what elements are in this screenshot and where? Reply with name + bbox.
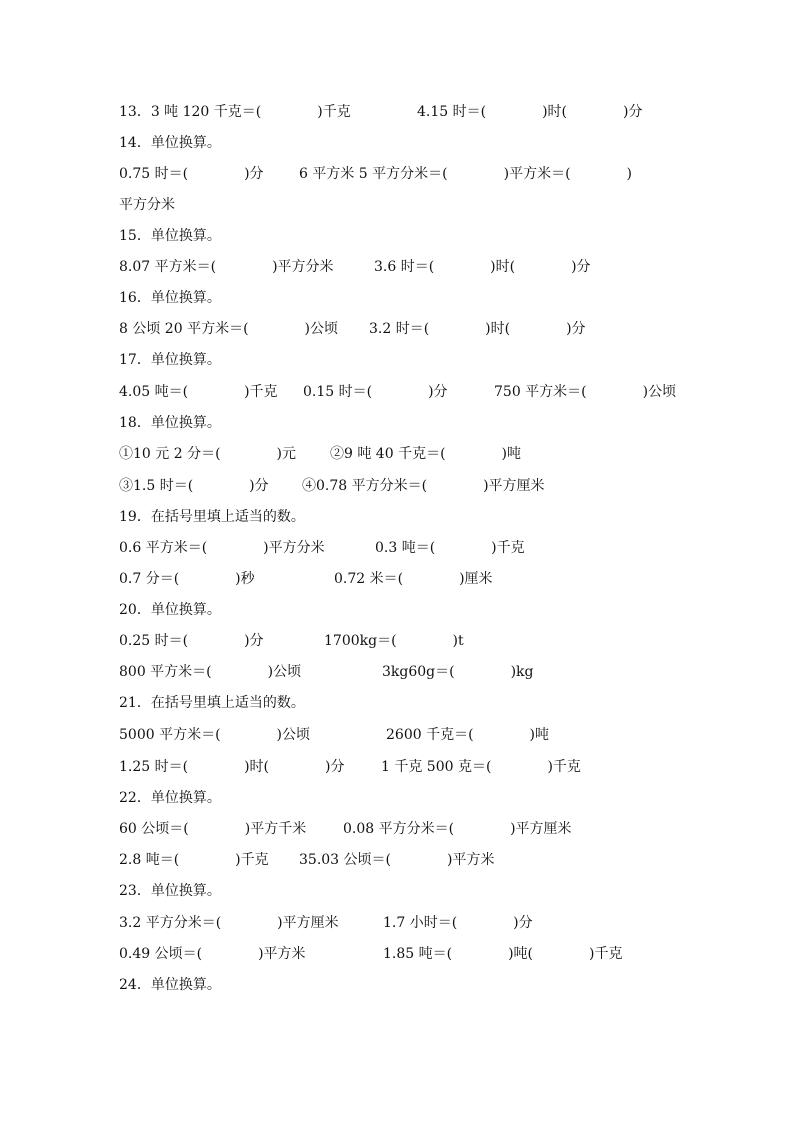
question-23-row-2	[119, 943, 623, 965]
problem-text: 3.2 时＝( )时( )分	[369, 321, 586, 337]
problem-text: 0.75 时＝( )分	[119, 166, 264, 182]
problem-text: 8.07 平方米＝( )平方分米	[119, 259, 334, 275]
question-19-heading	[119, 506, 305, 528]
problem-text: 35.03 公顷＝( )平方米	[299, 852, 495, 868]
problem-text: 平方分米	[119, 197, 175, 213]
question-18-heading	[119, 412, 221, 434]
problem-text: 60 公顷＝( )平方千米	[119, 821, 307, 837]
question-18-row-2	[119, 475, 545, 497]
problem-text: ②9 吨 40 千克＝( )吨	[330, 446, 521, 462]
problem-text: 4.05 吨＝( )千克	[119, 384, 278, 400]
question-heading: 23．单位换算。	[119, 883, 221, 899]
question-23-heading	[119, 880, 221, 902]
question-21-heading	[119, 692, 305, 714]
question-13	[119, 101, 643, 123]
question-16-row	[119, 318, 586, 340]
problem-text: 3kg60g＝( )kg	[382, 664, 534, 680]
problem-text: 0.6 平方米＝( )平方分米	[119, 540, 325, 556]
question-heading: 20．单位换算。	[119, 602, 221, 618]
problem-text: 3.6 时＝( )时( )分	[374, 259, 591, 275]
question-14-heading	[119, 132, 221, 154]
question-22-row-2	[119, 849, 495, 871]
problem-text: 750 平方米＝( )公顷	[494, 384, 677, 400]
problem-text: 2600 千克＝( )吨	[386, 727, 550, 743]
question-heading: 17．单位换算。	[119, 352, 221, 368]
question-21-row-1	[119, 724, 550, 746]
problem-text: 0.7 分＝( )秒	[119, 571, 255, 587]
question-heading: 24．单位换算。	[119, 977, 221, 993]
question-heading: 19．在括号里填上适当的数。	[119, 509, 305, 525]
problem-text: ①10 元 2 分＝( )元	[119, 446, 296, 462]
question-15-row	[119, 256, 591, 278]
question-heading: 14．单位换算。	[119, 135, 221, 151]
question-20-row-1	[119, 630, 464, 652]
question-21-row-2	[119, 756, 581, 778]
question-14-row-2	[119, 194, 175, 216]
problem-text: 0.15 时＝( )分	[303, 384, 448, 400]
question-19-row-1	[119, 537, 525, 559]
question-17-row	[119, 381, 677, 403]
question-heading: 21．在括号里填上适当的数。	[119, 695, 305, 711]
question-17-heading	[119, 349, 221, 371]
problem-text: 5000 平方米＝( )公顷	[119, 727, 311, 743]
question-heading: 22．单位换算。	[119, 790, 221, 806]
question-19-row-2	[119, 568, 493, 590]
problem-text: 2.8 吨＝( )千克	[119, 852, 269, 868]
question-23-row-1	[119, 912, 533, 934]
problem-text: 6 平方米 5 平方分米＝( )平方米＝( )	[299, 166, 633, 182]
question-heading: 15．单位换算。	[119, 228, 221, 244]
problem-text: 0.72 米＝( )厘米	[334, 571, 493, 587]
problem-text: 0.25 时＝( )分	[119, 633, 264, 649]
question-20-row-2	[119, 661, 534, 683]
question-22-row-1	[119, 818, 572, 840]
problem-text: ③1.5 时＝( )分	[119, 478, 269, 494]
problem-text: 1 千克 500 克＝( )千克	[381, 759, 581, 775]
problem-text: 13．3 吨 120 千克＝( )千克	[119, 104, 351, 120]
problem-text: 0.3 吨＝( )千克	[375, 540, 525, 556]
problem-text: 800 平方米＝( )公顷	[119, 664, 302, 680]
problem-text: 1.25 时＝( )时( )分	[119, 759, 345, 775]
problem-text: 0.08 平方分米＝( )平方厘米	[343, 821, 572, 837]
question-16-heading	[119, 287, 221, 309]
problem-text: ④0.78 平方分米＝( )平方厘米	[302, 478, 545, 494]
problem-text: 8 公顷 20 平方米＝( )公顷	[119, 321, 338, 337]
question-22-heading	[119, 787, 221, 809]
question-heading: 18．单位换算。	[119, 415, 221, 431]
problem-text: 3.2 平方分米＝( )平方厘米	[119, 915, 339, 931]
problem-text: 1.85 吨＝( )吨( )千克	[383, 946, 623, 962]
problem-text: 0.49 公顷＝( )平方米	[119, 946, 306, 962]
question-14-row-1	[119, 163, 633, 185]
problem-text: 4.15 时＝( )时( )分	[417, 104, 643, 120]
problem-text: 1.7 小时＝( )分	[383, 915, 533, 931]
question-heading: 16．单位换算。	[119, 290, 221, 306]
problem-text: 1700kg＝( )t	[324, 633, 464, 649]
question-15-heading	[119, 225, 221, 247]
question-20-heading	[119, 599, 221, 621]
question-24-heading	[119, 974, 221, 996]
question-18-row-1	[119, 443, 521, 465]
